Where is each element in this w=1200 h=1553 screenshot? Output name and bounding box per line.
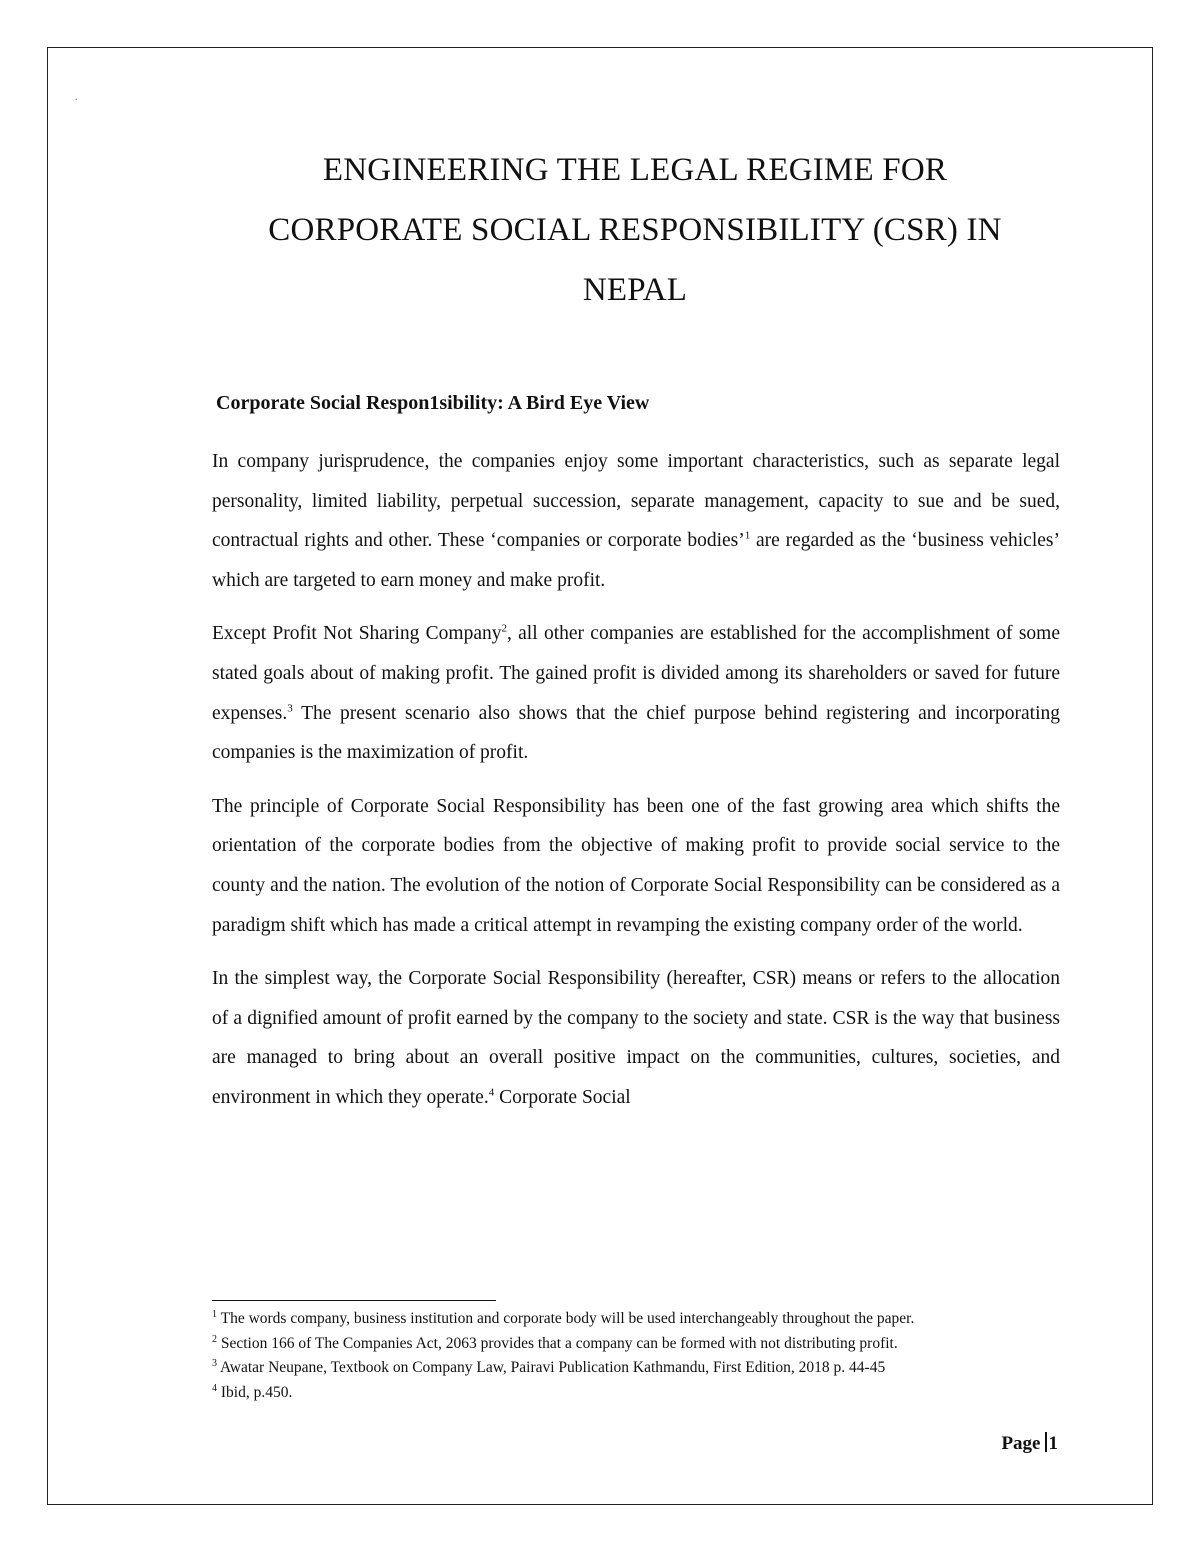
paragraph-4-text-b: Corporate Social bbox=[494, 1086, 631, 1108]
footnote-4 bbox=[212, 1381, 1072, 1406]
title-line-3: NEPAL bbox=[582, 272, 688, 308]
footnotes bbox=[212, 1307, 1072, 1405]
paragraph-2-text-b: , all other companies are established for the accomplishment of some stated goals about of making profit. The gained profit is divided among its shareholders or saved for future expenses. bbox=[212, 623, 1060, 724]
footnote-text: Awatar Neupane, Textbook on Company Law, Pairavi Publication Kathmandu, First Edition, 2018 p. 44-45 bbox=[217, 1359, 886, 1376]
footnote-ref-3: 3 bbox=[287, 702, 293, 715]
footnote-ref-1: 1 bbox=[744, 529, 751, 542]
footnote-text: Section 166 of The Companies Act, 2063 provides that a company can be formed with not distributing profit. bbox=[217, 1334, 898, 1352]
paragraph-2-text-a: Except Profit Not Sharing Company bbox=[212, 623, 502, 645]
footnote-number: 2 bbox=[212, 1333, 217, 1345]
footnote-ref-4: 4 bbox=[488, 1086, 495, 1099]
paragraph-2-text-c: The present scenario also shows that the chief purpose behind registering and incorporating companies is the maximization of profit. bbox=[212, 702, 1060, 764]
page-number bbox=[1001, 1432, 1058, 1455]
footnote-number: 1 bbox=[212, 1308, 217, 1320]
footnote-2 bbox=[212, 1332, 1072, 1357]
paragraph-1 bbox=[212, 442, 1060, 600]
footnote-number: 4 bbox=[212, 1382, 217, 1394]
title-line-1: ENGINEERING THE LEGAL REGIME FOR bbox=[322, 152, 948, 188]
footnote-1 bbox=[212, 1307, 1072, 1332]
footnote-number: 3 bbox=[212, 1357, 217, 1369]
footnote-text: Ibid, p.450. bbox=[217, 1383, 293, 1401]
page-number-value: 1 bbox=[1048, 1433, 1058, 1454]
paragraph-4 bbox=[212, 959, 1060, 1117]
page-label: Page bbox=[1001, 1433, 1041, 1454]
footnote-text: The words company, business institution and corporate body will be used interchangeably throughout the paper. bbox=[217, 1310, 915, 1327]
body-text bbox=[212, 442, 1060, 1132]
stray-mark: . bbox=[75, 92, 78, 103]
title-line-2: CORPORATE SOCIAL RESPONSIBILITY (CSR) IN bbox=[268, 212, 1002, 248]
footnote-separator bbox=[212, 1300, 496, 1301]
paragraph-4-text-a: In the simplest way, the Corporate Social Responsibility (hereafter, CSR) means or refers to the allocation of a dignified amount of profit earned by the company to the society and state. CSR is the way that business are managed to bring about an overall positive impact on the communities, cultures, societies, and environment in which they operate. bbox=[212, 968, 1060, 1108]
paragraph-3: The principle of Corporate Social Responsibility has been one of the fast growing area which shifts the orientation of the corporate bodies from the objective of making profit to provide social service to the county and the nation. The evolution of the notion of Corporate Social Responsibility can be considered as a paradigm shift which has made a critical attempt in revamping the existing company order of the world. bbox=[212, 795, 1060, 936]
footnote-3 bbox=[212, 1356, 1072, 1381]
page-number-separator bbox=[1045, 1432, 1047, 1452]
paragraph-1-text-b: are regarded as the ‘business vehicles’ which are targeted to earn money and make profit. bbox=[212, 530, 1060, 591]
paragraph-1-text-a: In company jurisprudence, the companies enjoy some important characteristics, such as separate legal personality, limited liability, perpetual succession, separate management, capacity to sue and be sued, contractual rights and other. These ‘companies or corporate bodies’ bbox=[212, 451, 1060, 552]
footnote-ref-2: 2 bbox=[501, 622, 507, 635]
section-heading: Corporate Social Respon1sibility: A Bird Eye View bbox=[216, 392, 650, 414]
paragraph-2 bbox=[212, 614, 1060, 772]
document-title bbox=[180, 140, 1090, 320]
